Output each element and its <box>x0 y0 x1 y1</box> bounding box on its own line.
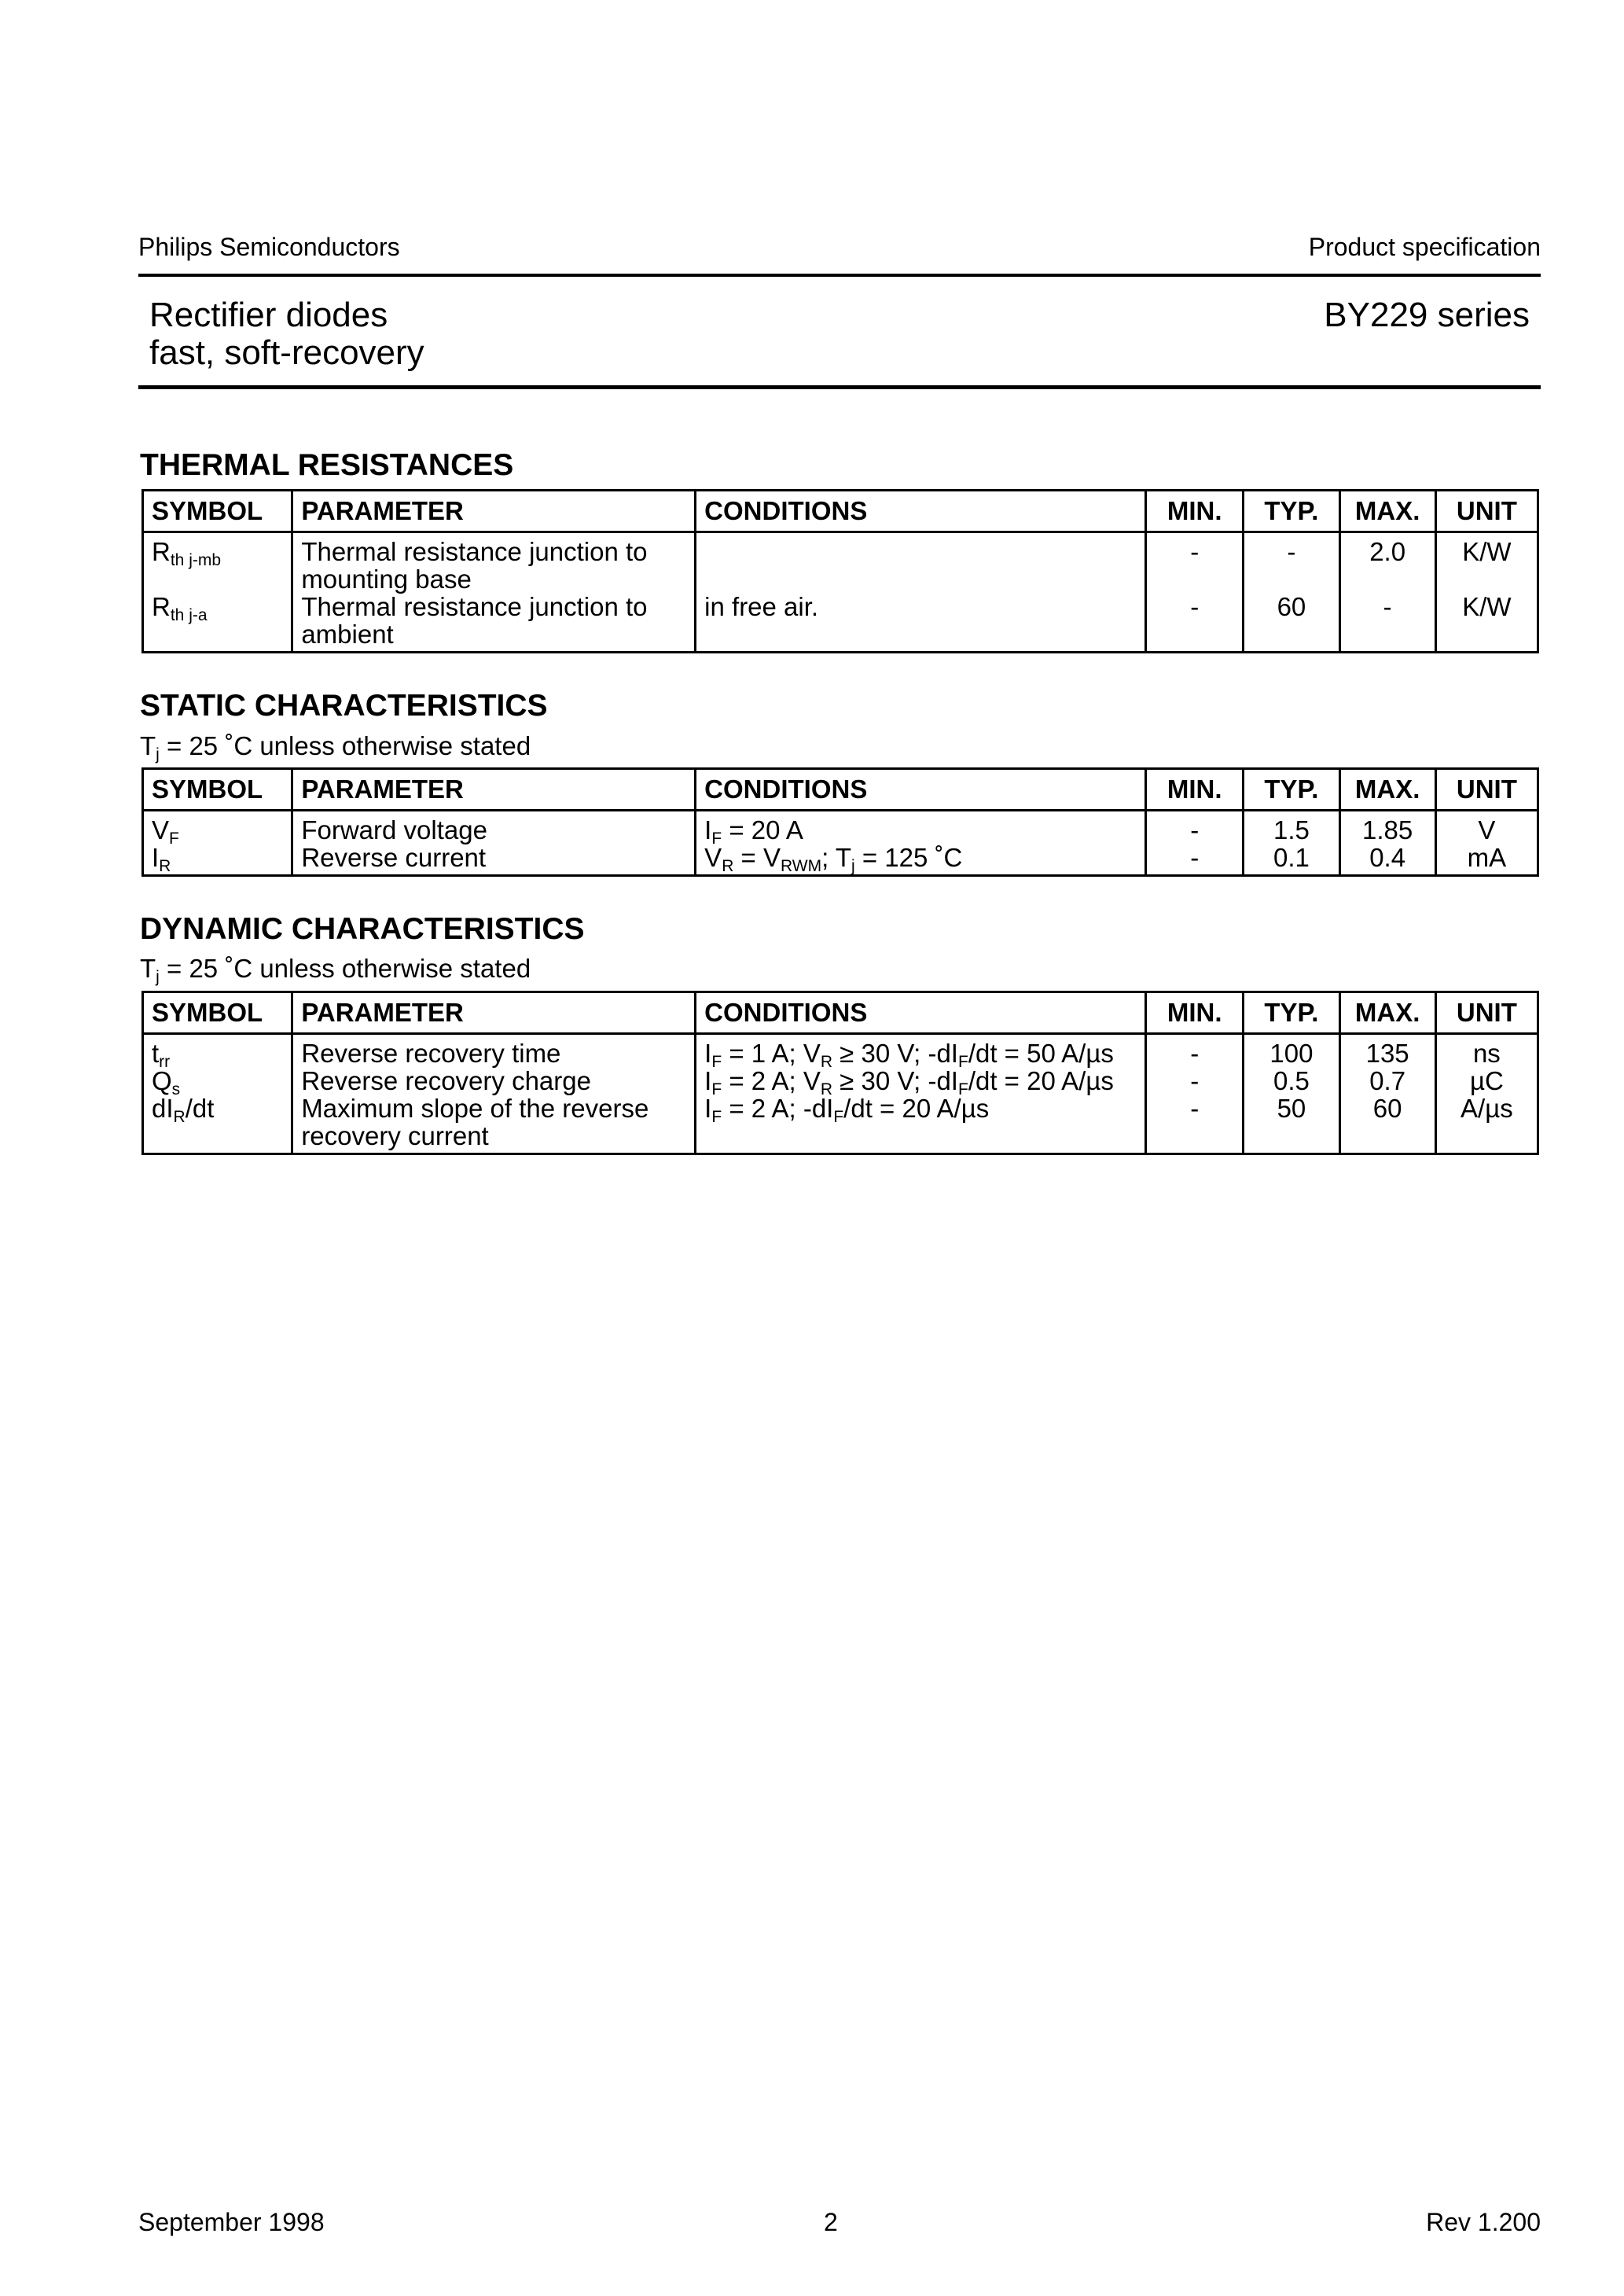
footer-revision: Rev 1.200 <box>1426 2208 1541 2236</box>
subscript-text: rr <box>159 1053 171 1071</box>
table-row <box>143 844 1538 876</box>
text-fragment: = 125 ˚C <box>854 843 963 872</box>
subscript-text: F <box>711 830 722 848</box>
text-fragment: = 2 A; V <box>722 1066 821 1095</box>
subscript-text: F <box>711 1108 722 1126</box>
table-row <box>143 1034 1538 1068</box>
symbol-text: R <box>152 592 171 621</box>
text-fragment: ; T <box>821 843 851 872</box>
col-parameter: PARAMETER <box>292 491 696 532</box>
col-unit: UNIT <box>1435 491 1538 532</box>
table-row <box>143 811 1538 844</box>
col-unit: UNIT <box>1435 992 1538 1034</box>
symbol-text: I <box>152 843 160 872</box>
cell-parameter: Thermal resistance junction to mounting base <box>292 532 696 594</box>
cell-parameter: Reverse recovery charge <box>292 1067 696 1095</box>
cell-parameter: Maximum slope of the reverse recovery current <box>292 1095 696 1154</box>
thermal-table <box>141 489 1539 653</box>
text-fragment: = 1 A; V <box>722 1039 821 1068</box>
cell-typ: 100 <box>1244 1034 1339 1068</box>
text-fragment: = 2 A; -dI <box>722 1094 834 1123</box>
title-line-2: fast, soft-recovery <box>149 333 424 372</box>
thermal-section-title: THERMAL RESISTANCES <box>140 448 514 482</box>
cell-unit: K/W <box>1435 532 1538 594</box>
cell-conditions <box>696 593 1146 653</box>
static-table <box>141 767 1539 877</box>
col-min: MIN. <box>1146 992 1244 1034</box>
cell-conditions <box>696 1095 1146 1154</box>
table-row <box>143 532 1538 594</box>
subscript-text: s <box>171 1080 181 1098</box>
text-fragment: t <box>152 1039 160 1068</box>
col-typ: TYP. <box>1244 491 1339 532</box>
table-row <box>143 1095 1538 1154</box>
text-fragment: I <box>704 1066 712 1095</box>
text-fragment: V <box>704 843 722 872</box>
title-line-1: Rectifier diodes <box>149 296 388 334</box>
col-conditions: CONDITIONS <box>696 992 1146 1034</box>
cell-conditions <box>696 1034 1146 1071</box>
subscript-text: F <box>957 1053 968 1071</box>
header-rule-top <box>138 274 1541 277</box>
cell-unit: A/µs <box>1435 1095 1538 1154</box>
cell-symbol <box>143 1095 292 1154</box>
dynamic-conditions-note: $T_j = 25$ ˚C unless otherwise stated <box>140 954 531 986</box>
cell-min: - <box>1146 1095 1244 1154</box>
cell-max: 0.7 <box>1339 1067 1435 1095</box>
cell-min: - <box>1146 532 1244 594</box>
cell-symbol <box>143 1034 292 1071</box>
cell-conditions <box>696 811 1146 848</box>
subscript-text: F <box>711 1053 722 1071</box>
symbol-subscript: F <box>169 830 179 848</box>
text-fragment: Q <box>152 1066 172 1095</box>
col-unit: UNIT <box>1435 769 1538 811</box>
cell-unit: K/W <box>1435 593 1538 653</box>
static-conditions-note: $T_j = 25$ ˚C unless otherwise stated <box>140 731 531 763</box>
cell-typ: 1.5 <box>1244 811 1339 844</box>
col-parameter: PARAMETER <box>292 769 696 811</box>
cell-conditions <box>696 1066 1146 1098</box>
text-fragment: /dt = 20 A/µs <box>843 1094 990 1123</box>
col-min: MIN. <box>1146 769 1244 811</box>
text-fragment: /dt <box>185 1094 215 1123</box>
table-row <box>143 1067 1538 1095</box>
text-fragment: /dt = 50 A/µs <box>968 1039 1114 1068</box>
subscript-text: RWM <box>780 857 822 875</box>
cell-unit: mA <box>1435 844 1538 876</box>
company-name: Philips Semiconductors <box>138 233 400 261</box>
text-fragment: I <box>704 815 712 844</box>
symbol-text: V <box>152 815 170 844</box>
cell-max: - <box>1339 593 1435 653</box>
cell-typ: 0.5 <box>1244 1067 1339 1095</box>
col-symbol: SYMBOL <box>143 769 292 811</box>
subscript-text: F <box>957 1080 968 1098</box>
text-fragment: ≥ 30 V; -dI <box>832 1039 958 1068</box>
col-conditions: CONDITIONS <box>696 491 1146 532</box>
text-fragment: I <box>704 1039 712 1068</box>
col-max: MAX. <box>1339 992 1435 1034</box>
table-row <box>143 593 1538 653</box>
cell-max: 60 <box>1339 1095 1435 1154</box>
symbol-text: R <box>152 537 171 566</box>
cell-parameter: Reverse current <box>292 844 696 876</box>
cell-conditions <box>696 844 1146 876</box>
subscript-text: F <box>833 1108 844 1126</box>
text-fragment: I <box>704 1094 712 1123</box>
cell-max: 2.0 <box>1339 532 1435 594</box>
text-fragment: = 20 A <box>722 815 803 844</box>
document-type: Product specification <box>1308 233 1541 261</box>
col-parameter: PARAMETER <box>292 992 696 1034</box>
text-fragment: /dt = 20 A/µs <box>968 1066 1114 1095</box>
subscript-text: j <box>851 857 855 875</box>
cell-typ: 60 <box>1244 593 1339 653</box>
cell-min: - <box>1146 1034 1244 1068</box>
cell-unit: µC <box>1435 1067 1538 1095</box>
col-symbol: SYMBOL <box>143 992 292 1034</box>
col-max: MAX. <box>1339 491 1435 532</box>
cell-unit: ns <box>1435 1034 1538 1068</box>
dynamic-table <box>141 991 1539 1155</box>
cell-parameter: Reverse recovery time <box>292 1034 696 1068</box>
cell-typ: 50 <box>1244 1095 1339 1154</box>
part-number: BY229 series <box>1324 296 1530 334</box>
cell-symbol <box>143 532 292 594</box>
cell-min: - <box>1146 593 1244 653</box>
text-fragment: = V <box>733 843 781 872</box>
cell-symbol <box>143 811 292 848</box>
cell-symbol <box>143 1066 292 1098</box>
header-rule-bottom <box>138 385 1541 389</box>
cell-min: - <box>1146 844 1244 876</box>
cell-min: - <box>1146 1067 1244 1095</box>
text-fragment: ≥ 30 V; -dI <box>832 1066 958 1095</box>
cell-parameter: Forward voltage <box>292 811 696 844</box>
col-typ: TYP. <box>1244 769 1339 811</box>
conditions-text: in free air. <box>704 592 819 621</box>
subscript-text: R <box>722 857 734 875</box>
cell-unit: V <box>1435 811 1538 844</box>
subscript-text: R <box>173 1108 186 1126</box>
cell-symbol <box>143 593 292 653</box>
cell-symbol <box>143 844 292 876</box>
cell-max: 0.4 <box>1339 844 1435 876</box>
footer-page-number: 2 <box>824 2208 838 2236</box>
col-min: MIN. <box>1146 491 1244 532</box>
cell-conditions <box>696 532 1146 594</box>
symbol-subscript: R <box>159 857 171 875</box>
symbol-subscript: th j-a <box>170 606 208 624</box>
col-max: MAX. <box>1339 769 1435 811</box>
subscript-text: R <box>820 1080 833 1098</box>
symbol-subscript: th j-mb <box>170 551 222 569</box>
col-symbol: SYMBOL <box>143 491 292 532</box>
cell-min: - <box>1146 811 1244 844</box>
static-section-title: STATIC CHARACTERISTICS <box>140 689 548 723</box>
subscript-text: R <box>820 1053 833 1071</box>
footer-date: September 1998 <box>138 2208 325 2236</box>
text-fragment: dI <box>152 1094 174 1123</box>
cell-max: 1.85 <box>1339 811 1435 844</box>
cell-typ: 0.1 <box>1244 844 1339 876</box>
col-typ: TYP. <box>1244 992 1339 1034</box>
col-conditions: CONDITIONS <box>696 769 1146 811</box>
cell-max: 135 <box>1339 1034 1435 1068</box>
subscript-text: F <box>711 1080 722 1098</box>
cell-parameter: Thermal resistance junction to ambient <box>292 593 696 653</box>
dynamic-section-title: DYNAMIC CHARACTERISTICS <box>140 912 585 946</box>
cell-typ: - <box>1244 532 1339 594</box>
